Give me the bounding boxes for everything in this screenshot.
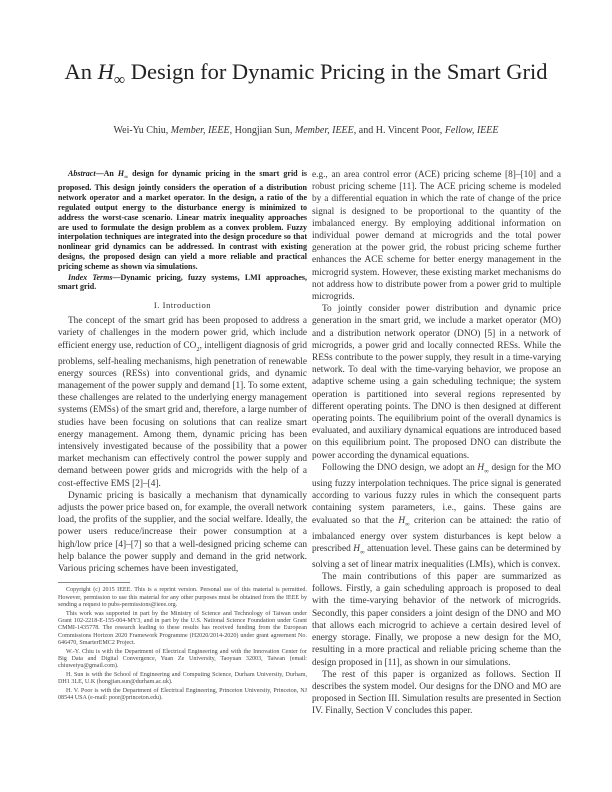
right-column <box>312 169 561 718</box>
footnote-copyright: Copyright (c) 2015 IEEE. This is a reprint version. Personal use of this material is permitted. However, permission to use this material for any other purposes must be obtained from the IEEE by sending a request to pubs-permissions@ieee.org. <box>58 587 307 609</box>
intro-paragraph-3: e.g., an area control error (ACE) pricing scheme [8]–[10] and a robust pricing scheme [11]. The ACE pricing scheme is modeled by a differential equation in which the rate of change of the price signal is designed to be proportional to the quantity of the imbalanced energy. By employing additional information on individual power demand at microgrids and the total power generation at the power grid, the robust pricing scheme further enhances the ACE scheme for better energy management in the microgrid system. However, these existing market mechanisms do not address how to distribute power from a power grid to multiple microgrids. <box>312 170 561 303</box>
author-line: Wei-Yu Chiu, Member, IEEE, Hongjian Sun, Member, IEEE, and H. Vincent Poor, Fellow, IEEE <box>113 125 499 136</box>
intro-paragraph-5: Following the DNO design, we adopt an $H_\infty$ design for the MO using fuzzy interpolation techniques. The price signal is generated according to various fuzzy rules in which the consequent parts containing system parameters, i.e., gains. These gains are evaluated so that the $H_\infty$ criterion can be attained: the ratio of imbalanced energy over system disturbances is kept below a prescribed $H_\infty$ attenuation level. These gains can be determined by solving a set of linear matrix inequalities (LMIs), which is convex. <box>312 462 561 570</box>
intro-paragraph-2: Dynamic pricing is basically a mechanism that dynamically adjusts the power price based on, for example, the overall network load, the profits of the supplier, and the social welfare. Ideally, the power users reduce/increase their power consumption at a high/low price [4]–[7] so that a well-designed pricing scheme can help balance the power supply and demand in the grid network. Various pricing schemes have been investigated, <box>58 490 307 575</box>
abstract: Abstract—An $H_\infty$ design for dynamic pricing in the smart grid is proposed. This design jointly considers the operation of a distribution network operator and a market operator. In the design, a ratio of the regulated output energy to the disturbance energy is minimized to address the worst-case scenario. Linear matrix inequality approaches are used to formulate the design problem as a convex problem. Fuzzy interpolation techniques are integrated into the design procedure so that nonlinear grid dynamics can be addressed. In contrast with existing designs, the proposed design can yield a more reliable and practical pricing scheme as shown via simulations. <box>58 169 307 271</box>
paper-title: An $H_\infty$ Design for Dynamic Pricing in the Smart Grid <box>64 59 548 89</box>
intro-paragraph-1: The concept of the smart grid has been proposed to address a variety of challenges in the modern power grid, which include efficient energy use, reduction of $CO_2$, intelligent diagnosis of grid problems, self-healing mechanisms, high penetration of renewable energy sources (RESs) into conventional grids, and dynamic management of the power supply and demand [1]. To some extent, these challenges are related to the underlying energy management systems (EMSs) of the smart grid and, therefore, a large number of studies have been focusing on solutions that can realize smart energy management. Among them, dynamic pricing has been intensively investigated because of the possibility that a power market mechanism can effectively control the power supply and demand between power grids and microgrids with the help of a cost-effective EMS [2]–[4]. <box>58 316 307 489</box>
footnote-author-2: H. Sun is with the School of Engineering and Computing Science, Durham University, Durham, DH1 3LE, U.K (hongjian.sun@durham.ac.uk). <box>58 671 307 686</box>
footnote-divider <box>58 582 130 583</box>
intro-paragraph-4: To jointly consider power distribution and dynamic price generation in the smart grid, we include a market operator (MO) and a distribution network operator (DNO) [5] in a network of microgrids, a power grid and locally connected RESs. While the RESs contribute to the power supply, they result in a time-varying network. To deal with the time-varying behavior, we propose an adaptive scheme using a gain scheduling technique; the system operation is partitioned into several regions represented by different operating points. The DNO is then designed at different operating points. The equilibrium point of the overall dynamics is evaluated, and auxiliary dynamical equations are introduced based on this equilibrium point. The proposed DNO can distribute the power according the dynamical equations. <box>312 304 561 461</box>
footnote-funding: This work was supported in part by the Ministry of Science and Technology of Taiwan under Grant 102-2218-E-155-004-MY3, and in part by the U.S. National Science Foundation under Grant CMMI-1435778. The research leading to these results has received funding from the European Commissions Horizon 2020 Framework Programme (H2020/2014-2020) under grant agreement No. 646470, SmarterEMC2 Project. <box>58 610 307 647</box>
intro-paragraph-7: The rest of this paper is organized as follows. Section II describes the system model. Our designs for the DNO and MO are proposed in Section III. Simulation results are presented in Section IV. Finally, Section V concludes this paper. <box>312 669 561 717</box>
footnote-author-1: W.-Y. Chiu is with the Department of Electrical Engineering and with the Innovation Center for Big Data and Digital Convergence, Yuan Ze University, Taoyuan 32003, Taiwan (email: chiuweiyu@gmail.com). <box>58 648 307 670</box>
left-column <box>58 169 307 702</box>
section-heading-introduction: I. Introduction <box>153 300 212 311</box>
footnote-author-3: H. V. Poor is with the Department of Electrical Engineering, Princeton University, Princeton, NJ 08544 USA (e-mail: poor@princeton.edu). <box>58 687 307 701</box>
intro-paragraph-6: The main contributions of this paper are summarized as follows. Firstly, a gain scheduling approach is proposed to deal with the time-varying behavior of the network of microgrids. Secondly, this paper considers a joint design of the DNO and MO that allows each microgrid to achieve a certain desired level of energy storage. Finally, we propose a new design for the MO, resulting in a more practical and reliable pricing scheme than the design proposed in [11], as shown in our simulations. <box>312 572 561 668</box>
index-terms: Index Terms—Dynamic pricing, fuzzy systems, LMI approaches, smart grid. <box>58 272 307 292</box>
